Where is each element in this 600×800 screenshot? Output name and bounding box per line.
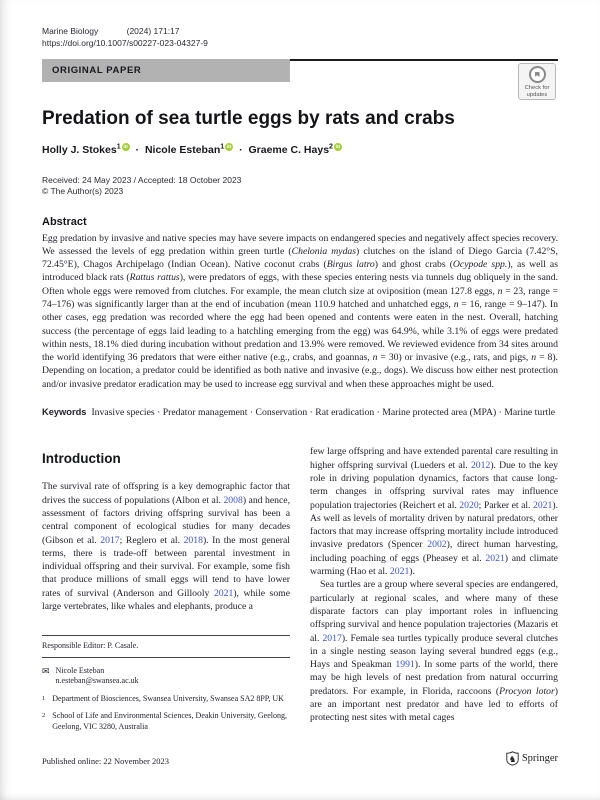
citation-link[interactable]: 2017: [322, 632, 342, 644]
abstract-heading: Abstract: [42, 215, 87, 228]
affiliation-number: 2: [42, 712, 46, 720]
species-name-italic: Chelonia mydas: [291, 245, 357, 257]
affiliation-text: School of Life and Environmental Sciences, Deakin University, Geelong, Geelong, VIC 3280, Australia: [52, 711, 287, 731]
springer-wordmark: Springer: [521, 753, 558, 764]
keywords-label: Keywords: [42, 407, 87, 418]
footnote-rule: [42, 657, 290, 658]
citation-link[interactable]: 2021: [532, 499, 553, 511]
two-column-body: [42, 445, 558, 732]
svg-text:♞: ♞: [508, 754, 517, 765]
footnote-rule: [42, 635, 290, 636]
published-online-line: Published online: 22 November 2023: [42, 756, 170, 766]
abstract-text: Egg predation by invasive and native species may have severe impacts on endangered species and negatively affect species recovery. We assessed the levels of egg predation within green turtle (Chelonia mydas) clutches on the island of Diego Garcia (7.42°S, 72.45°E), Chagos Archipelago (Indian Ocean). Native coconut crabs (Birgus latro) and ghost crabs (Ocypode spp.), as well as introduced black rats (Rattus rattus), were predators of eggs, with these species entering nests via tunnels dug obliquely in the sand. Often whole eggs were removed from clutches. For example, the mean clutch size at oviposition (mean 127.8 eggs, n = 23, range = 74–176) was significantly larger than at the end of incubation (mean 110.9 hatched and unhatched eggs, n = 16, range = 9–147). In other cases, egg predation was recorded where the egg had been opened and contents were eaten in the nest. Overall, hatching success (the percentage of eggs laid leading to a hatchling emerging from the egg) was 64.9%, while 3.1% of eggs were predated within nests, 18.1% died during incubation without predation and 13.9% were removed. We reviewed evidence from 34 sites around the world identifying 36 predators that were either native (e.g., crabs, and goannas, n = 30) or invasive (e.g., rats, and pigs, n = 8). Depending on location, a predator could be identified as both native and invasive (e.g., dogs). We discuss how either nest protection and/or invasive predator eradication may be used to increase egg survival and when these approaches might be used.: [42, 232, 558, 390]
citation-link[interactable]: 2021: [485, 552, 505, 564]
check-for-updates-badge[interactable]: [518, 63, 556, 100]
envelope-icon: ✉: [42, 665, 50, 676]
page-title: Predation of sea turtle eggs by rats and crabs: [42, 108, 455, 129]
citation-link[interactable]: 2021: [213, 587, 234, 599]
affiliation-text: Department of Biosciences, Swansea University, Swansea SA2 8PP, UK: [52, 693, 284, 703]
journal-name: Marine Biology: [42, 26, 99, 36]
citation-link[interactable]: 2018: [183, 534, 203, 546]
orcid-icon[interactable]: iD: [123, 144, 128, 149]
article-type-label: ORIGINAL PAPER: [42, 59, 290, 82]
affiliation-number: 1: [42, 694, 46, 702]
journal-header: [42, 26, 558, 36]
citation-link[interactable]: 2012: [470, 459, 491, 471]
crossmark-icon: [529, 66, 546, 83]
correspondence-email[interactable]: n.esteban@swansea.ac.uk: [55, 676, 139, 686]
author-separator: ·: [239, 143, 243, 156]
intro-paragraph: few large offspring and have extended parental care resulting in higher offspring survival (Lueders et al. 2012). Due to the key role in driving population dynamics, factors that cause long-term changes in offspring survival rates may influence population trajectories (Reichert et al. 2020; Parker et al. 2021). As well as levels of mortality driven by natural predators, other factors that may increase offspring mortality include introduced invasive predators (Spencer 2002), direct human harvesting, including poaching of eggs (Pheasey et al. 2021) and climate warming (Hao et al. 2021).: [310, 446, 558, 578]
left-column: [42, 445, 290, 732]
species-name-italic: n: [453, 298, 459, 310]
section-heading-introduction: Introduction: [42, 451, 121, 467]
page-footer: [42, 751, 558, 766]
species-name-italic: n: [531, 352, 537, 364]
author: Nicole Esteban$^1$ iD: [144, 143, 232, 156]
author: Holly J. Stokes$^1$ iD: [42, 143, 128, 156]
citation-link[interactable]: 2008: [223, 494, 243, 506]
right-column: [310, 445, 558, 732]
responsible-editor-note: Responsible Editor: P. Casale.: [42, 641, 139, 651]
footnote-block: [42, 635, 290, 732]
copyright-line: © The Author(s) 2023: [42, 185, 124, 196]
species-name-italic: Procyon lotor: [499, 685, 555, 697]
species-name-italic: n: [372, 352, 378, 364]
citation-link[interactable]: 2020: [459, 499, 479, 511]
species-name-italic: Birgus latro: [326, 259, 375, 271]
orcid-icon[interactable]: iD: [335, 144, 341, 149]
article-type-band-row: [42, 59, 558, 82]
journal-citation: (2024) 171:17: [126, 26, 180, 36]
doi-link[interactable]: https://doi.org/10.1007/s00227-023-04327-9: [42, 38, 208, 48]
correspondence-note: [42, 666, 290, 687]
springer-logo: [506, 751, 558, 766]
correspondence-name: Nicole Esteban: [55, 665, 105, 675]
orcid-icon[interactable]: iD: [226, 144, 232, 149]
species-name-italic: Ocypode spp.: [452, 259, 508, 271]
affiliation: [42, 711, 290, 732]
citation-link[interactable]: 2017: [100, 534, 120, 546]
received-accepted-line: Received: 24 May 2023 / Accepted: 18 October 2023: [42, 174, 242, 185]
species-name-italic: n: [497, 285, 503, 297]
affiliation: [42, 694, 290, 705]
intro-paragraph: Sea turtles are a group where several species are endangered, particularly at regional scales, and where many of these disparate factors can play important roles in influencing offspring survival and hence population trajectories (Mazaris et al. 2017). Female sea turtles typically produce several clutches in a single nesting season laying several hundred eggs (e.g., Hays and Speakman 1991). In some parts of the world, there may be high levels of nest predation from natural occurring predators. For example, in Florida, raccoons (Procyon lotor) are an important nest predator and have led to efforts of protecting nest sites with metal cages: [310, 579, 558, 724]
species-name-italic: Rattus rattus: [129, 272, 180, 284]
citation-link[interactable]: 2002: [427, 539, 447, 551]
citation-link[interactable]: 2021: [389, 566, 410, 578]
header-rule: [290, 59, 558, 61]
check-for-updates-label: Check for updates: [524, 85, 550, 98]
intro-paragraph: The survival rate of offspring is a key demographic factor that drives the success of populations (Albon et al. 2008) and hence, assessment of factors driving offspring survival has been a central component of ecological studies for many decades (Gibson et al. 2017; Reglero et al. 2018). In the most general terms, there is trade-off between parental investment in individual offspring and their survival. For example, some fish that produce millions of small eggs will tend to have lower rates of survival (Anderson and Gillooly 2021), while some large vertebrates, like whales and elephants, produce a: [42, 481, 290, 613]
springer-crest-icon: [506, 751, 519, 766]
author-list: [42, 143, 558, 156]
keywords-text: Invasive species · Predator management · Conservation · Rat eradication · Marine protected area (MPA) · Marine turtle: [91, 407, 556, 419]
author: Graeme C. Hays$^2$ iD: [248, 143, 341, 156]
citation-link[interactable]: 1991: [395, 659, 415, 671]
author-separator: ·: [135, 143, 140, 156]
keywords-line: [42, 406, 558, 419]
